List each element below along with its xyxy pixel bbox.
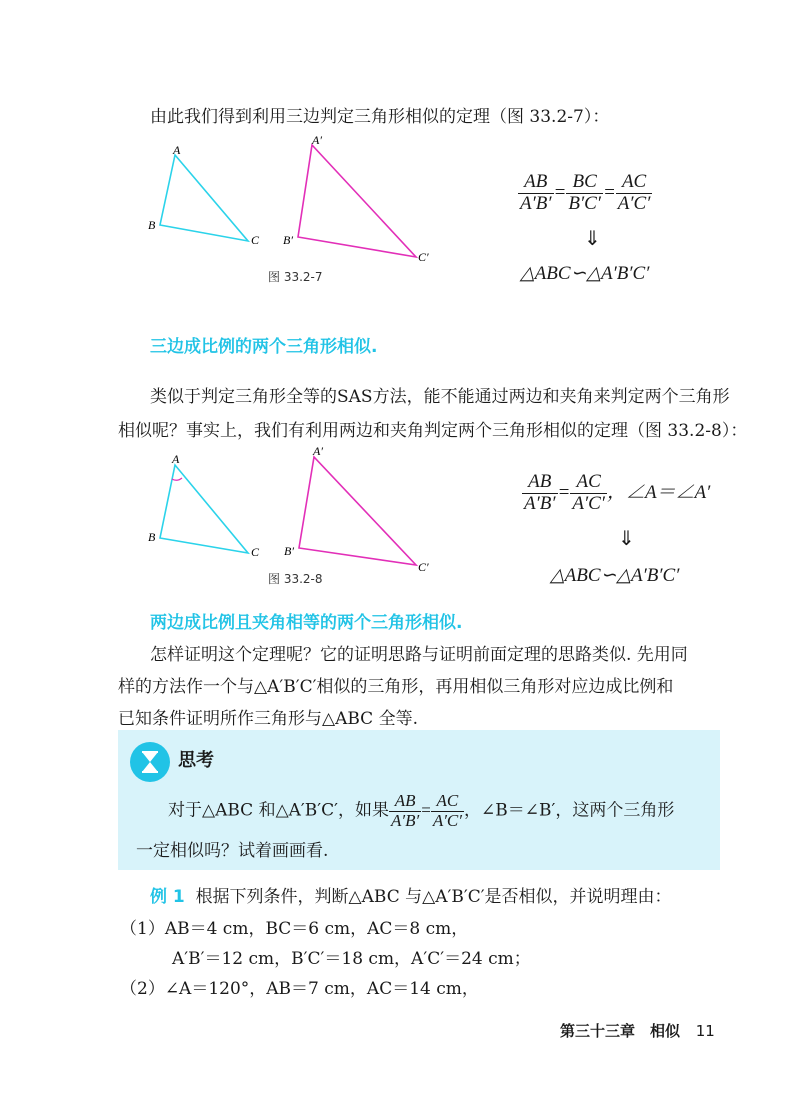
fraction-ac: $\frac{AC}{A'C'}$ bbox=[432, 791, 462, 830]
label-c-prime: C′ bbox=[418, 250, 429, 264]
formula-sas: $\frac{AB}{A'B'}$ = $\frac{AC}{A'C'}$ ，∠A＝∠A′ bbox=[524, 471, 711, 514]
example-item1-line2: A′B′＝12 cm，B′C′＝18 cm，A′C′＝24 cm； bbox=[172, 949, 531, 969]
angle-a-arc bbox=[172, 478, 182, 480]
label-b: B bbox=[148, 530, 156, 544]
paragraph-sas-line2: 相似呢？事实上，我们有利用两边和夹角判定两个三角形相似的定理（图 33.2-8）： bbox=[118, 421, 748, 441]
example-label: 例 1 bbox=[150, 887, 185, 907]
example-item2: （2）∠A＝120°，AB＝7 cm，AC＝14 cm， bbox=[120, 979, 479, 999]
angle-condition: ，∠A＝∠A′ bbox=[606, 481, 711, 503]
label-c: C bbox=[251, 545, 260, 559]
figure-33-2-8 bbox=[140, 445, 440, 580]
page-footer bbox=[560, 1020, 715, 1041]
implies-arrow-icon: ⇓ bbox=[618, 528, 635, 550]
formula-three-sides: $\frac{AB}{A'B'}$ = $\frac{BC}{B'C'}$ = $\frac{AC}{A'C'}$ bbox=[520, 171, 651, 214]
fraction-ab: $\frac{AB}{A'B'}$ bbox=[520, 171, 552, 214]
think-title: 思考 bbox=[178, 750, 214, 771]
paragraph-proof-line2: 样的方法作一个与△A′B′C′相似的三角形，再用相似三角形对应边成比例和 bbox=[118, 677, 674, 697]
label-a-prime: A′ bbox=[313, 445, 323, 458]
page-number: 11 bbox=[695, 1022, 715, 1040]
implies-arrow-icon: ⇓ bbox=[584, 228, 601, 250]
theorem-sss: 三边成比例的两个三角形相似. bbox=[150, 337, 378, 357]
label-c: C bbox=[251, 233, 260, 247]
label-a: A bbox=[172, 452, 180, 466]
paragraph-sas-line1: 类似于判定三角形全等的SAS方法，能不能通过两边和夹角来判定两个三角形 bbox=[150, 387, 730, 407]
think-question-line2: 一定相似吗？试着画画看. bbox=[136, 841, 329, 861]
triangle-a-prime-b-prime-c-prime bbox=[299, 457, 416, 565]
fraction-ab: $\frac{AB}{A'B'}$ bbox=[524, 471, 556, 514]
fraction-ac: $\frac{AC}{A'C'}$ bbox=[617, 171, 651, 214]
example-item1-line1: （1）AB＝4 cm，BC＝6 cm，AC＝8 cm， bbox=[120, 919, 469, 939]
triangle-abc bbox=[160, 155, 248, 241]
think-icon bbox=[130, 742, 170, 782]
label-b-prime: B′ bbox=[283, 233, 293, 247]
paragraph-proof-line3: 已知条件证明所作三角形与△ABC 全等. bbox=[118, 709, 418, 729]
triangle-a-prime-b-prime-c-prime bbox=[298, 145, 416, 257]
figure1-caption: 图 33.2-7 bbox=[268, 270, 323, 284]
label-a: A bbox=[173, 143, 181, 157]
fraction-ab: $\frac{AB}{A'B'}$ bbox=[391, 791, 420, 830]
theorem-sas: 两边成比例且夹角相等的两个三角形相似. bbox=[150, 613, 463, 633]
example-1: 例 1 根据下列条件，判断△ABC 与△A′B′C′是否相似，并说明理由： bbox=[150, 887, 672, 907]
similarity-conclusion: △ABC∽△A′B′C′ bbox=[550, 565, 680, 586]
intro-paragraph: 由此我们得到利用三边判定三角形相似的定理（图 33.2-7）： bbox=[150, 107, 610, 127]
label-b: B bbox=[148, 218, 156, 232]
chapter-title: 第三十三章 相似 bbox=[560, 1022, 681, 1040]
fraction-ac: $\frac{AC}{A'C'}$ bbox=[572, 471, 605, 514]
label-b-prime: B′ bbox=[284, 544, 294, 558]
figure-33-2-7 bbox=[140, 130, 440, 290]
label-a-prime: A′ bbox=[312, 133, 322, 147]
think-question-line1: 对于△ABC 和△A′B′C′，如果 $\frac{AB}{A'B'}$ = $\frac{AC}{A'C'}$ ，∠B＝∠B′，这两个三角形 bbox=[168, 791, 675, 830]
fraction-bc: $\frac{BC}{B'C'}$ bbox=[568, 171, 601, 214]
similarity-conclusion: △ABC∽△A′B′C′ bbox=[520, 263, 650, 284]
label-c-prime: C′ bbox=[418, 560, 429, 574]
figure2-caption: 图 33.2-8 bbox=[268, 572, 323, 586]
triangle-abc bbox=[160, 465, 248, 553]
paragraph-proof-line1: 怎样证明这个定理呢？它的证明思路与证明前面定理的思路类似. 先用同 bbox=[150, 645, 688, 665]
